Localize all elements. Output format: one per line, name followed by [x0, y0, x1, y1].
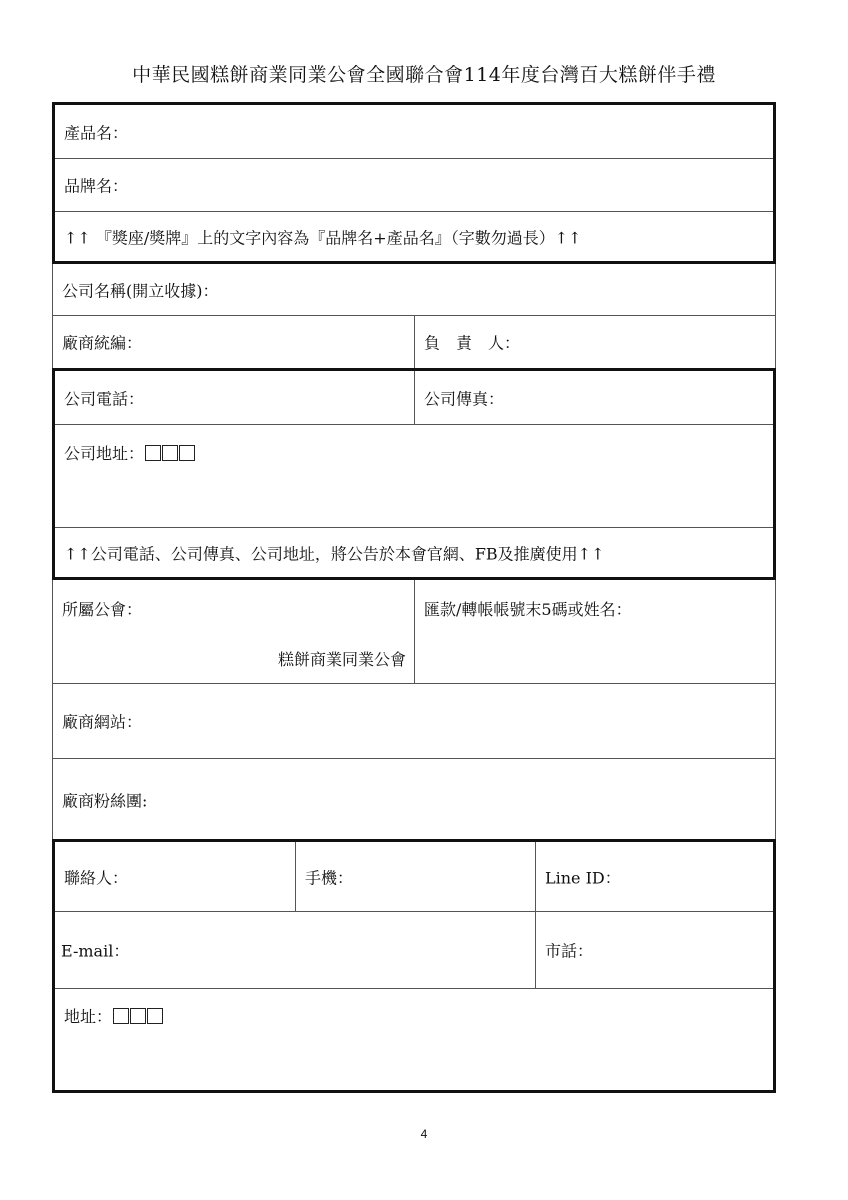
product-name-label: 產品名：	[64, 123, 129, 142]
fax-cell	[414, 371, 773, 424]
company-info-block	[52, 264, 776, 370]
contact-person-cell	[55, 842, 295, 911]
email-row	[55, 912, 773, 989]
contact-person-label: 聯絡人：	[64, 868, 129, 887]
tax-id-cell	[53, 316, 414, 368]
association-block	[52, 580, 776, 842]
fanpage-label: 廠商粉絲團:	[62, 791, 148, 810]
brand-name-label: 品牌名：	[64, 176, 129, 196]
publicity-note: ↑↑公司電話、公司傳真、公司地址，將公告於本會官網、FB及推廣使用↑↑	[64, 544, 605, 563]
phone-cell	[55, 371, 414, 424]
product-info-block	[52, 102, 776, 264]
publicity-note-row	[55, 528, 773, 577]
brand-name-row	[55, 159, 773, 212]
landline-label: 市話：	[545, 941, 594, 961]
contact-person-row	[55, 842, 773, 912]
association-row	[53, 580, 775, 684]
company-name-row	[53, 264, 775, 316]
company-phone-label: 公司電話：	[64, 389, 145, 408]
fanpage-row	[53, 759, 775, 840]
tax-id-label: 廠商統編：	[62, 333, 143, 353]
remittance-label: 匯款/轉帳帳號末5碼或姓名：	[424, 600, 632, 619]
association-suffix: 糕餅商業同業公會	[277, 650, 406, 669]
product-name-row	[55, 105, 773, 159]
tax-id-row	[53, 316, 775, 368]
postcode-box-icon	[113, 1008, 129, 1024]
email-label: E-mail：	[61, 941, 130, 961]
public-contact-block	[52, 368, 776, 580]
company-fax-label: 公司傳真：	[424, 389, 505, 408]
association-label: 所屬公會：	[62, 600, 143, 619]
phone-fax-row	[55, 371, 773, 425]
postcode-box-icon	[130, 1008, 146, 1024]
mobile-label: 手機：	[305, 868, 354, 887]
company-address-row	[55, 425, 773, 528]
award-text-note: ↑↑ 『獎座/獎牌』上的文字內容為『品牌名+產品名』（字數勿過長）↑↑	[64, 228, 582, 247]
postcode-box-icon	[147, 1008, 163, 1024]
company-name-label: 公司名稱(開立收據)：	[62, 281, 219, 300]
line-id-cell	[535, 842, 773, 911]
contact-address-row	[55, 989, 773, 1090]
website-row	[53, 684, 775, 759]
landline-cell	[535, 912, 773, 988]
line-id-label: Line ID：	[545, 868, 621, 887]
postcode-box-icon	[162, 445, 178, 461]
award-text-note-row	[55, 212, 773, 261]
contact-address-label: 地址：	[64, 1004, 163, 1027]
remittance-cell	[414, 580, 775, 683]
page-number: 4	[420, 1127, 428, 1141]
website-label: 廠商網站：	[62, 712, 143, 732]
person-in-charge-label: 負 責 人：	[424, 333, 521, 353]
postcode-box-icon	[179, 445, 195, 461]
company-address-label: 公司地址：	[64, 441, 195, 464]
contact-block	[52, 839, 776, 1093]
form-title: 中華民國糕餅商業同業公會全國聯合會114年度台灣百大糕餅伴手禮	[132, 64, 716, 86]
email-cell	[55, 912, 535, 988]
mobile-cell	[295, 842, 535, 911]
person-in-charge-cell	[414, 316, 775, 368]
postcode-box-icon	[145, 445, 161, 461]
association-cell	[53, 580, 414, 683]
